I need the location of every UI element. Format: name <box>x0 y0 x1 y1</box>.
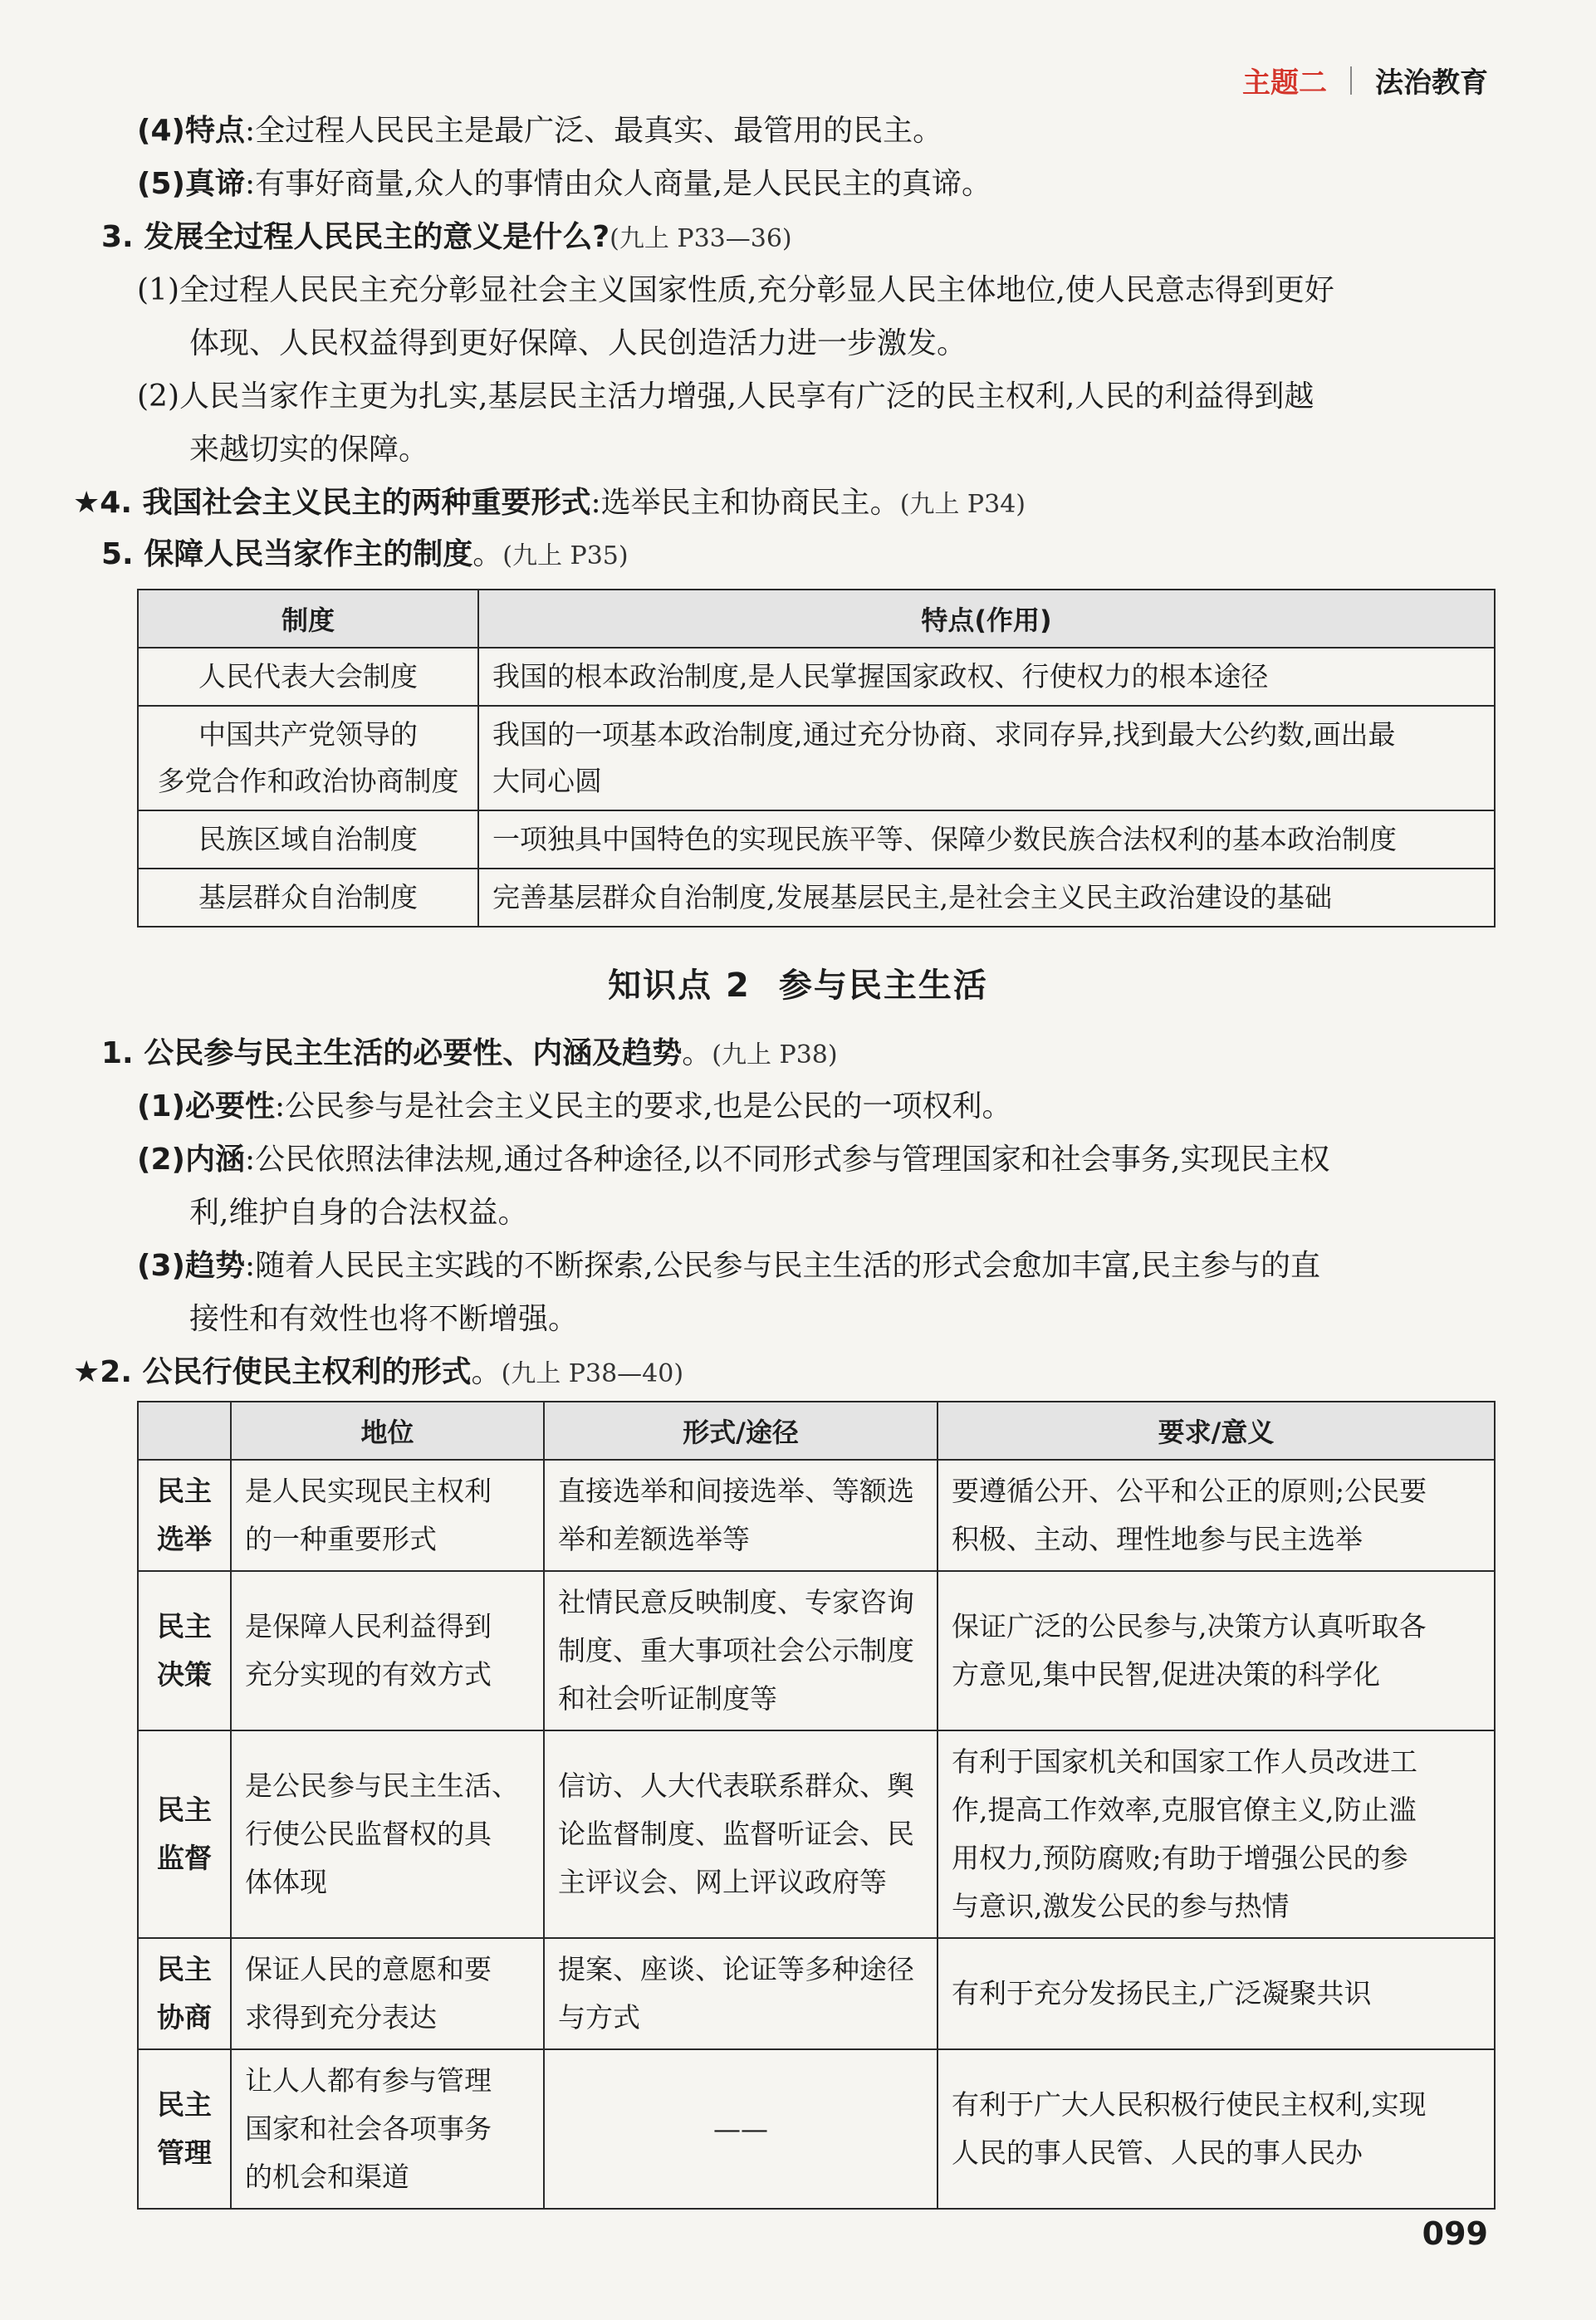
status-cell: 保证人民的意愿和要 求得到充分表达 <box>231 1938 544 2049</box>
q3-paragraph-2-cont: 来越切实的保障。 <box>189 433 429 467</box>
meaning-cell: 有利于充分发扬民主,广泛凝聚共识 <box>938 1938 1495 2049</box>
section-title: 知识点 2 参与民主生活 <box>608 967 988 1005</box>
s1-paragraph-3: (3)趋势:随着人民民主实践的不断探索,公民参与民主生活的形式会愈加丰富,民主参与的直 <box>137 1249 1320 1283</box>
table-header-row <box>138 1402 1495 1460</box>
s1-paragraph-3-cont: 接性和有效性也将不断增强。 <box>189 1302 579 1336</box>
q3-paragraph-2: (2)人民当家作主更为扎实,基层民主活力增强,人民享有广泛的民主权利,人民的利益得到越 <box>137 379 1314 414</box>
column-header: 地位 <box>231 1402 544 1460</box>
s1-paragraph-2-cont: 利,维护自身的合法权益。 <box>189 1196 528 1230</box>
forms-cell: 提案、座谈、论证等多种途径 与方式 <box>544 1938 938 2049</box>
column-header <box>138 1402 231 1460</box>
status-cell: 是公民参与民主生活、 行使公民监督权的具 体体现 <box>231 1730 544 1938</box>
intro-item-5: (5)真谛:有事好商量,众人的事情由众人商量,是人民民主的真谛。 <box>137 167 991 201</box>
institution-name: 民族区域自治制度 <box>138 810 478 869</box>
table-row <box>138 2049 1495 2209</box>
forms-cell: 信访、人大代表联系群众、舆 论监督制度、监督听证会、民 主评议会、网上评议政府等 <box>544 1730 938 1938</box>
page-number: 099 <box>1422 2215 1488 2252</box>
forms-cell: 直接选举和间接选举、等额选 举和差额选举等 <box>544 1460 938 1571</box>
table-row <box>138 1460 1495 1571</box>
table-row <box>138 869 1495 927</box>
column-header: 要求/意义 <box>938 1402 1495 1460</box>
question-5-heading: 5. 保障人民当家作主的制度。(九上 P35) <box>101 537 629 571</box>
institution-description: 我国的根本政治制度,是人民掌握国家政权、行使权力的根本途径 <box>478 648 1495 706</box>
meaning-cell: 要遵循公开、公平和公正的原则;公民要 积极、主动、理性地参与民主选举 <box>938 1460 1495 1571</box>
row-header: 民主 选举 <box>138 1460 231 1571</box>
institution-description: 完善基层群众自治制度,发展基层民主,是社会主义民主政治建设的基础 <box>478 869 1495 927</box>
row-header: 民主 管理 <box>138 2049 231 2209</box>
s1-paragraph-2: (2)内涵:公民依照法律法规,通过各种途径,以不同形式参与管理国家和社会事务,实现民主权 <box>137 1143 1330 1177</box>
institution-name: 中国共产党领导的 多党合作和政治协商制度 <box>138 706 478 810</box>
s1-paragraph-1: (1)必要性:公民参与是社会主义民主的要求,也是公民的一项权利。 <box>137 1089 1012 1123</box>
row-header: 民主 决策 <box>138 1571 231 1730</box>
q3-paragraph-1-cont: 体现、人民权益得到更好保障、人民创造活力进一步激发。 <box>189 326 967 360</box>
column-header: 特点(作用) <box>478 590 1495 648</box>
row-header: 民主 监督 <box>138 1730 231 1938</box>
democratic-rights-table <box>137 1401 1496 2210</box>
forms-cell: —— <box>544 2049 938 2209</box>
meaning-cell: 有利于广大人民积极行使民主权利,实现 人民的事人民管、人民的事人民办 <box>938 2049 1495 2209</box>
table-row <box>138 1571 1495 1730</box>
s1-heading: 1. 公民参与民主生活的必要性、内涵及趋势。(九上 P38) <box>101 1036 838 1070</box>
institution-name: 人民代表大会制度 <box>138 648 478 706</box>
topic-label: 主题二 <box>1242 66 1327 100</box>
institution-name: 基层群众自治制度 <box>138 869 478 927</box>
institution-description: 我国的一项基本政治制度,通过充分协商、求同存异,找到最大公约数,画出最 大同心圆 <box>478 706 1495 810</box>
question-4-heading: ★4. 我国社会主义民主的两种重要形式:选举民主和协商民主。(九上 P34) <box>73 486 1026 520</box>
q3-paragraph-1: (1)全过程人民民主充分彰显社会主义国家性质,充分彰显人民主体地位,使人民意志得到更好 <box>137 273 1334 307</box>
intro-item-4: (4)特点:全过程人民民主是最广泛、最真实、最管用的民主。 <box>137 114 943 148</box>
table-row <box>138 1730 1495 1938</box>
table-row <box>138 1938 1495 2049</box>
table-row <box>138 648 1495 706</box>
column-header: 制度 <box>138 590 478 648</box>
status-cell: 让人人都有参与管理 国家和社会各项事务 的机会和渠道 <box>231 2049 544 2209</box>
table-row <box>138 810 1495 869</box>
table-row <box>138 706 1495 810</box>
star-icon: ★ <box>73 486 100 520</box>
institution-description: 一项独具中国特色的实现民族平等、保障少数民族合法权利的基本政治制度 <box>478 810 1495 869</box>
forms-cell: 社情民意反映制度、专家咨询 制度、重大事项社会公示制度 和社会听证制度等 <box>544 1571 938 1730</box>
header-divider <box>1350 66 1352 95</box>
status-cell: 是保障人民利益得到 充分实现的有效方式 <box>231 1571 544 1730</box>
question-3-heading: 3. 发展全过程人民民主的意义是什么?(九上 P33—36) <box>101 220 792 254</box>
institutions-table <box>137 589 1496 928</box>
s2-heading: ★2. 公民行使民主权利的形式。(九上 P38—40) <box>73 1355 684 1389</box>
column-header: 形式/途径 <box>544 1402 938 1460</box>
table-header-row <box>138 590 1495 648</box>
star-icon: ★ <box>73 1355 100 1389</box>
subject-label: 法治教育 <box>1375 66 1488 100</box>
row-header: 民主 协商 <box>138 1938 231 2049</box>
meaning-cell: 保证广泛的公民参与,决策方认真听取各 方意见,集中民智,促进决策的科学化 <box>938 1571 1495 1730</box>
page-header <box>1242 60 1488 100</box>
status-cell: 是人民实现民主权利 的一种重要形式 <box>231 1460 544 1571</box>
meaning-cell: 有利于国家机关和国家工作人员改进工 作,提高工作效率,克服官僚主义,防止滥 用权力,预防腐败;有助于增强公民的参 与意识,激发公民的参与热情 <box>938 1730 1495 1938</box>
